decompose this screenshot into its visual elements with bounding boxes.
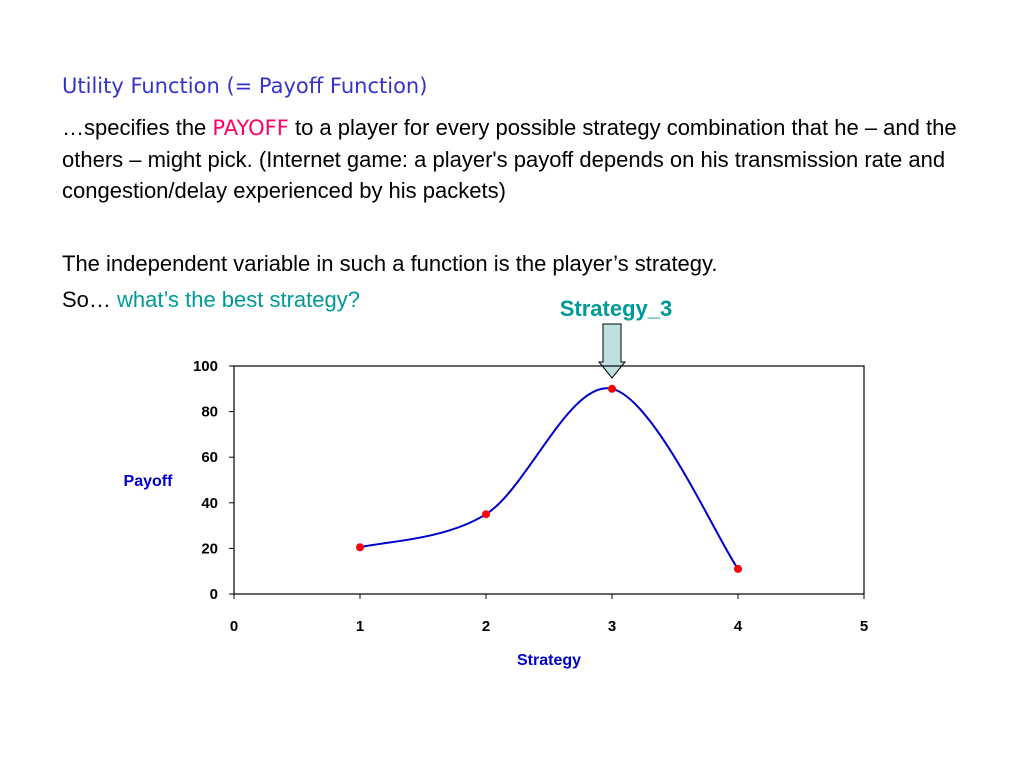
payoff-series-line xyxy=(360,388,738,569)
x-tick-label: 4 xyxy=(733,618,743,635)
x-axis-title: Strategy xyxy=(516,652,582,669)
y-tick-label: 20 xyxy=(201,540,218,558)
data-point xyxy=(608,385,616,393)
data-point xyxy=(482,510,490,518)
down-arrow-icon xyxy=(599,324,625,378)
y-axis-title: Payoff xyxy=(123,473,173,490)
x-tick-label: 0 xyxy=(229,618,239,635)
payoff-highlight: PAYOFF xyxy=(212,116,289,140)
x-tick-label: 5 xyxy=(859,618,869,635)
x-axis xyxy=(230,594,868,635)
data-point xyxy=(356,543,364,551)
independent-variable-paragraph: The independent variable in such a function is the player’s strategy. xyxy=(62,251,718,276)
x-tick-label: 2 xyxy=(481,618,491,635)
plot-area xyxy=(234,366,864,594)
data-point xyxy=(734,565,742,573)
definition-prefix: …specifies the xyxy=(62,115,213,140)
y-tick-label: 100 xyxy=(192,358,218,375)
slide-heading: Utility Function (= Payoff Function) xyxy=(62,74,428,98)
definition-suffix: to a player for every possible strategy combination that he – and the others – might pick. (Internet game: a player's payoff depends on his transmission rate and congestion/delay experienced by his packets) xyxy=(62,115,957,203)
so-prefix: So… xyxy=(62,287,118,312)
y-tick-label: 40 xyxy=(201,494,218,512)
y-tick-label: 60 xyxy=(201,449,218,467)
y-tick-label: 0 xyxy=(209,586,218,603)
data-markers xyxy=(356,385,742,573)
x-tick-label: 1 xyxy=(355,618,365,635)
y-axis xyxy=(193,358,234,603)
best-strategy-question: what’s the best strategy? xyxy=(117,287,360,312)
x-tick-label: 3 xyxy=(607,618,617,635)
callout-label: Strategy_3 xyxy=(559,296,673,321)
y-tick-label: 80 xyxy=(201,403,218,421)
